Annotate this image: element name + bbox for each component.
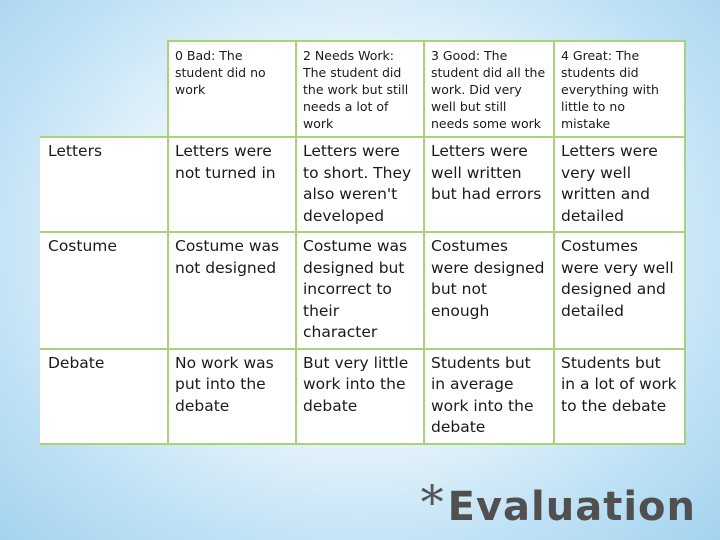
cell-letters-4: Letters were very well written and detailed — [554, 137, 685, 232]
row-label-debate: Debate — [40, 349, 168, 444]
slide-title-text: Evaluation — [447, 484, 696, 530]
header-score-3: 3 Good: The student did all the work. Did very well but still needs some work — [424, 41, 554, 137]
rubric-table — [40, 40, 686, 445]
rubric-row-letters — [40, 137, 685, 232]
slide-title — [420, 475, 696, 530]
rubric-header-row — [40, 41, 685, 137]
rubric-row-debate — [40, 349, 685, 444]
cell-letters-0: Letters were not turned in — [168, 137, 296, 232]
cell-costume-2: Costume was designed but incorrect to their character — [296, 232, 424, 349]
header-score-4: 4 Great: The students did everything with little to no mistake — [554, 41, 685, 137]
cell-costume-0: Costume was not designed — [168, 232, 296, 349]
cell-letters-3: Letters were well written but had errors — [424, 137, 554, 232]
cell-debate-4: Students but in a lot of work to the debate — [554, 349, 685, 444]
header-score-0: 0 Bad: The student did no work — [168, 41, 296, 137]
row-label-costume: Costume — [40, 232, 168, 349]
header-score-2: 2 Needs Work: The student did the work but still needs a lot of work — [296, 41, 424, 137]
row-label-letters: Letters — [40, 137, 168, 232]
cell-debate-3: Students but in average work into the debate — [424, 349, 554, 444]
rubric-corner-cell — [40, 41, 168, 137]
cell-debate-0: No work was put into the debate — [168, 349, 296, 444]
cell-costume-3: Costumes were designed but not enough — [424, 232, 554, 349]
cell-debate-2: But very little work into the debate — [296, 349, 424, 444]
cell-costume-4: Costumes were very well designed and detailed — [554, 232, 685, 349]
cell-letters-2: Letters were to short. They also weren't developed — [296, 137, 424, 232]
rubric-row-costume — [40, 232, 685, 349]
asterisk-bullet-icon: * — [420, 475, 444, 529]
